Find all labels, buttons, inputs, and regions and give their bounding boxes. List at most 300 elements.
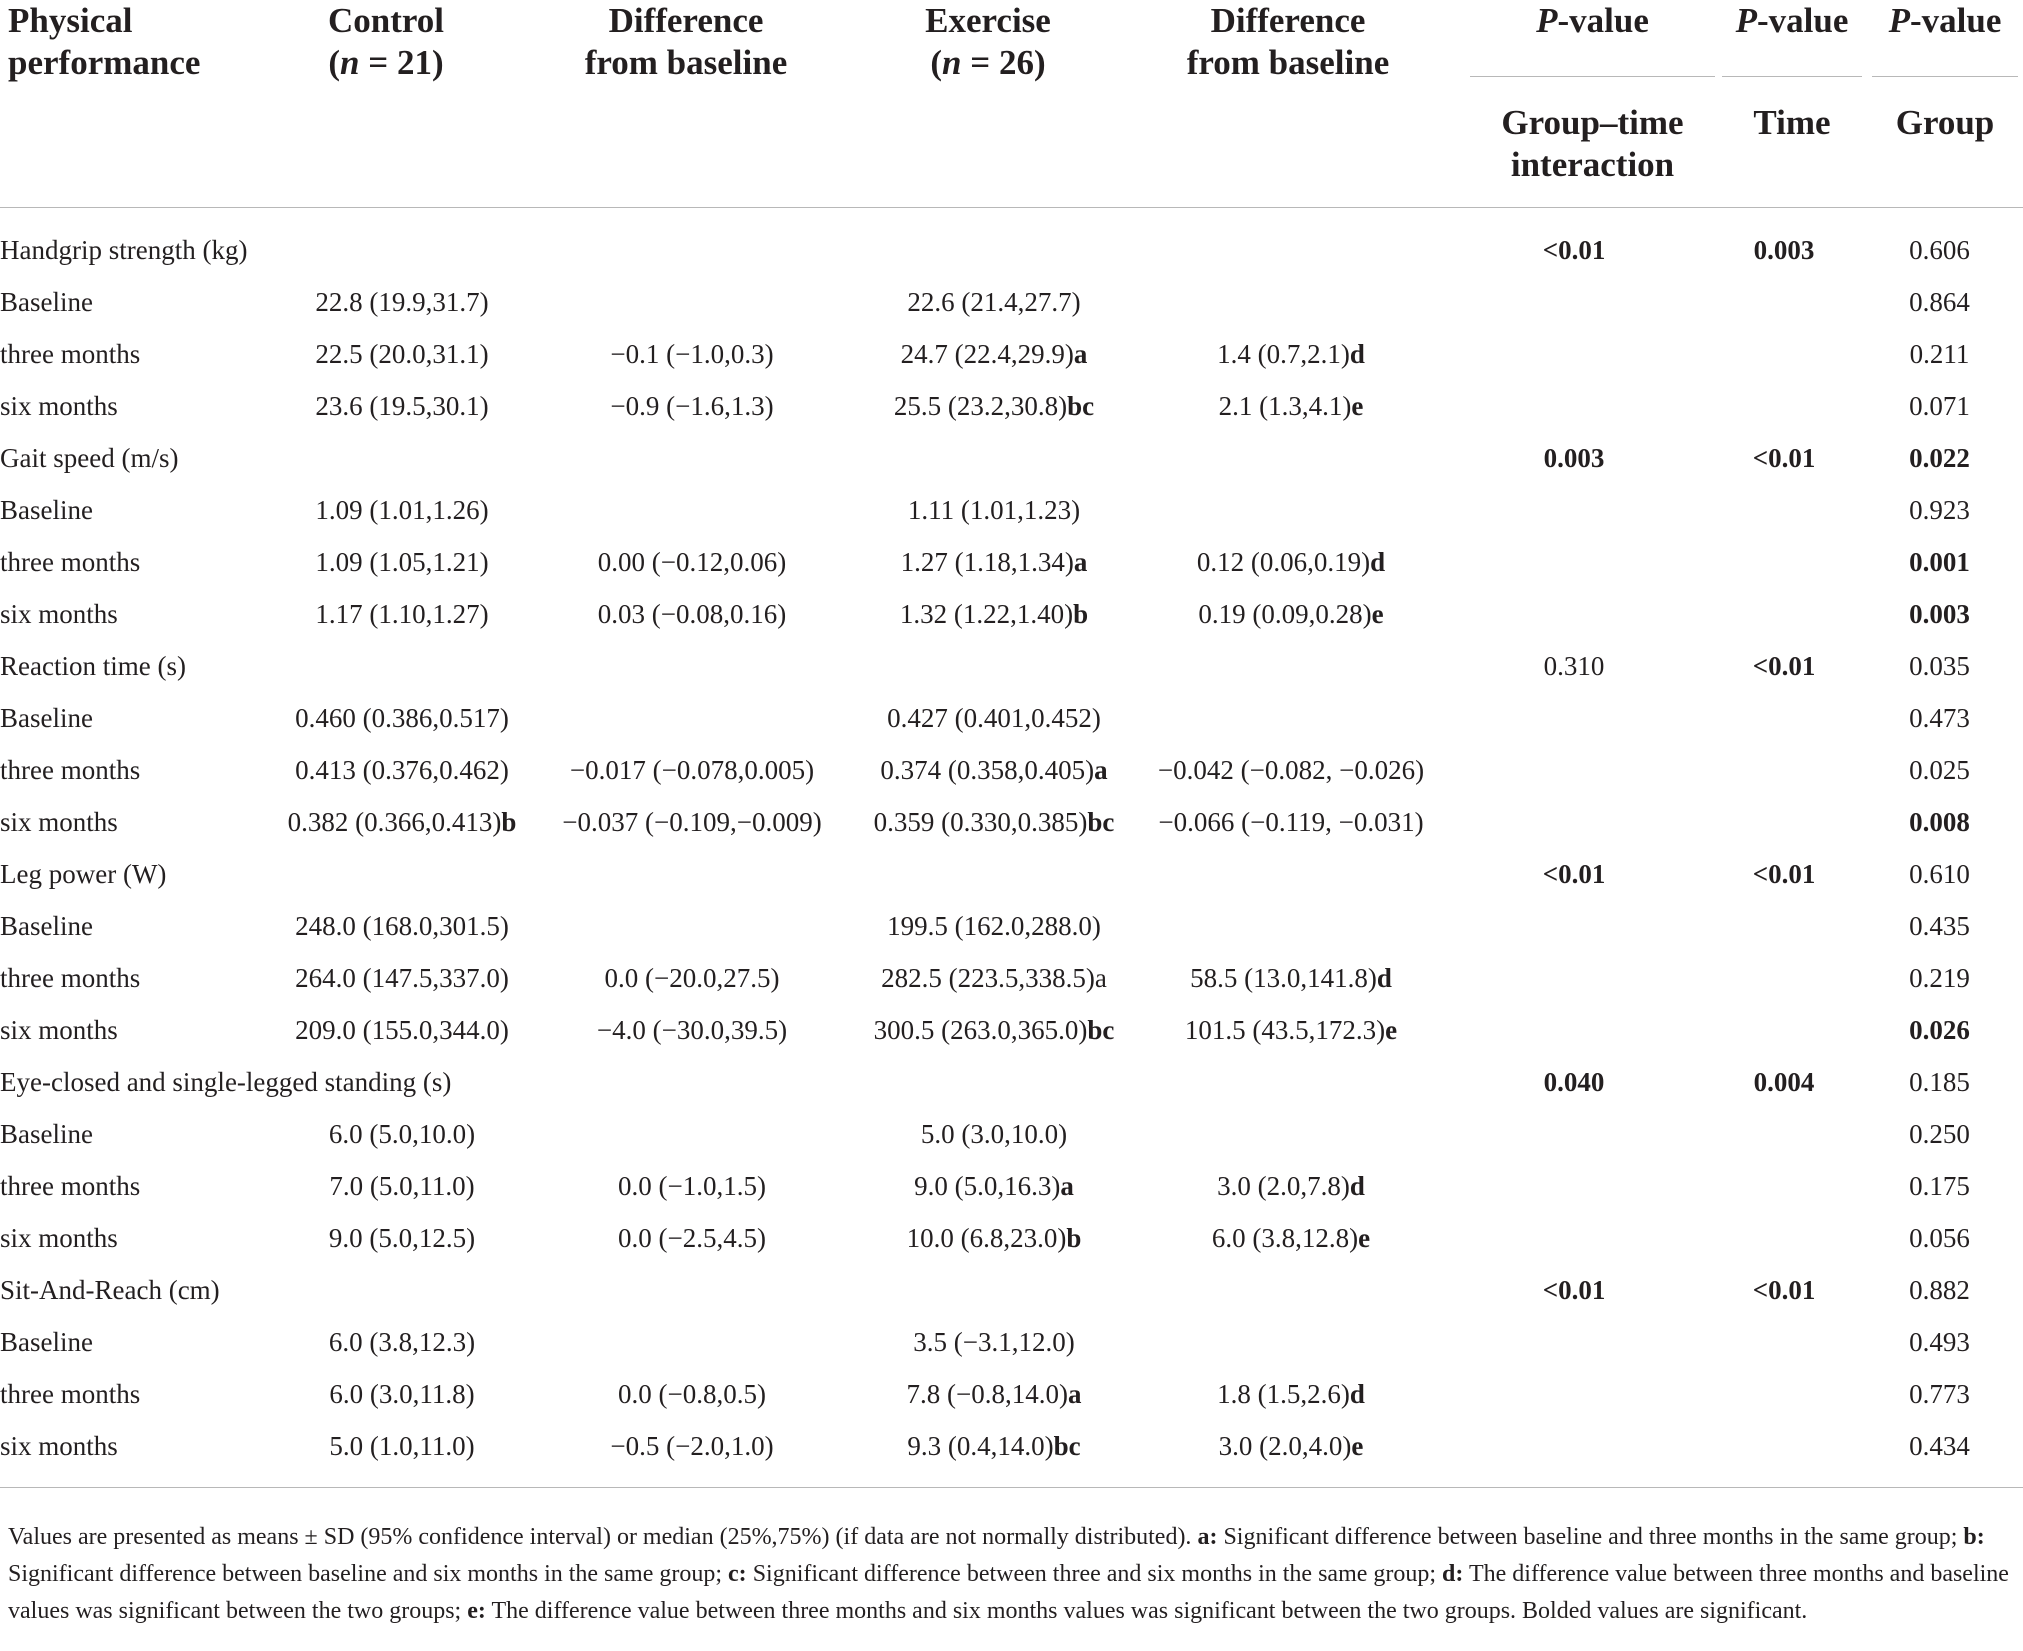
diff-exercise-mark: d bbox=[1349, 1170, 1365, 1201]
header-control bbox=[286, 0, 486, 84]
exercise-value bbox=[842, 1004, 1146, 1056]
control-value bbox=[262, 1368, 542, 1420]
table-row bbox=[0, 328, 2023, 380]
section-row bbox=[0, 224, 2023, 276]
control-value-value: 7.0 (5.0,11.0) bbox=[329, 1170, 475, 1201]
control-value bbox=[262, 1420, 542, 1472]
diff-control: 0.0 (−1.0,1.5) bbox=[618, 1170, 766, 1201]
header-line: interaction bbox=[1510, 145, 1675, 184]
exercise-value-value: 10.0 (6.8,23.0) bbox=[906, 1222, 1067, 1253]
table-row bbox=[0, 692, 2023, 744]
diff-control bbox=[542, 1316, 842, 1368]
diff-exercise-mark: d bbox=[1349, 1378, 1365, 1409]
exercise-value-mark: a bbox=[1067, 1378, 1082, 1409]
control-value-value: 209.0 (155.0,344.0) bbox=[295, 1014, 509, 1045]
diff-control: 0.00 (−0.12,0.06) bbox=[597, 546, 787, 577]
p-interaction bbox=[1436, 536, 1712, 588]
diff-exercise-mark: d bbox=[1370, 546, 1386, 577]
diff-exercise-value: 1.4 (0.7,2.1) bbox=[1217, 338, 1350, 369]
row-label: Baseline bbox=[0, 286, 93, 317]
section-row bbox=[0, 1056, 2023, 1108]
header-group bbox=[1872, 102, 2018, 144]
row-label: Handgrip strength (kg) bbox=[0, 234, 248, 265]
diff-exercise bbox=[1146, 1108, 1436, 1160]
control-value bbox=[262, 1160, 542, 1212]
diff-control bbox=[542, 692, 842, 744]
diff-exercise bbox=[1146, 744, 1436, 796]
footnote-text: The difference value between three months and six months values was significant between the two groups. Bolded values are significant. bbox=[485, 1598, 1808, 1624]
section-row bbox=[0, 1264, 2023, 1316]
exercise-value bbox=[842, 328, 1146, 380]
diff-control: −0.5 (−2.0,1.0) bbox=[610, 1430, 774, 1461]
p-group: 0.473 bbox=[1909, 702, 1970, 733]
table-row bbox=[0, 952, 2023, 1004]
control-value-value: 6.0 (3.0,11.8) bbox=[329, 1378, 475, 1409]
p-interaction bbox=[1436, 1368, 1712, 1420]
exercise-value-mark: a bbox=[1073, 338, 1088, 369]
control-value bbox=[262, 900, 542, 952]
exercise-value-value: 22.6 (21.4,27.7) bbox=[907, 286, 1081, 317]
diff-control bbox=[542, 1108, 842, 1160]
control-value-value: 1.17 (1.10,1.27) bbox=[315, 598, 489, 629]
exercise-value-mark: a bbox=[1094, 754, 1108, 785]
p-time bbox=[1712, 1212, 1856, 1264]
control-value-value: 6.0 (3.8,12.3) bbox=[328, 1326, 476, 1357]
p-time: <0.01 bbox=[1752, 442, 1816, 473]
p-interaction bbox=[1436, 328, 1712, 380]
table-row bbox=[0, 380, 2023, 432]
table-row bbox=[0, 484, 2023, 536]
p-time bbox=[1712, 952, 1856, 1004]
p-group: 0.026 bbox=[1909, 1014, 1970, 1045]
p-group: 0.025 bbox=[1909, 754, 1970, 785]
header-rule-interaction bbox=[1470, 76, 1715, 77]
diff-exercise-value: 101.5 (43.5,172.3) bbox=[1184, 1014, 1386, 1045]
table-row bbox=[0, 1316, 2023, 1368]
control-value bbox=[262, 1004, 542, 1056]
exercise-value-value: 5.0 (3.0,10.0) bbox=[920, 1118, 1068, 1149]
header-difference-from-baseline-control bbox=[566, 0, 806, 84]
p-interaction bbox=[1436, 484, 1712, 536]
p-interaction: 0.003 bbox=[1543, 442, 1605, 473]
diff-control: −0.017 (−0.078,0.005) bbox=[569, 754, 815, 785]
row-label: six months bbox=[0, 1430, 118, 1461]
footnote-text: Significant difference between three and six months in the same group; bbox=[746, 1561, 1443, 1587]
p-group: 0.185 bbox=[1909, 1066, 1970, 1097]
p-group: 0.219 bbox=[1909, 962, 1970, 993]
row-label: six months bbox=[0, 1014, 118, 1045]
control-value bbox=[262, 276, 542, 328]
diff-exercise-value: 1.8 (1.5,2.6) bbox=[1217, 1378, 1350, 1409]
exercise-value bbox=[842, 276, 1146, 328]
p-group: 0.435 bbox=[1909, 910, 1970, 941]
control-value-value: 0.382 (0.366,0.413) bbox=[287, 806, 502, 837]
diff-exercise bbox=[1146, 1368, 1436, 1420]
diff-control: −0.037 (−0.109,−0.009) bbox=[562, 806, 822, 837]
control-value bbox=[262, 952, 542, 1004]
control-value bbox=[262, 1108, 542, 1160]
control-value-value: 22.8 (19.9,31.7) bbox=[315, 286, 489, 317]
table-row bbox=[0, 1420, 2023, 1472]
footnote-text: Significant difference between baseline and three months in the same group; bbox=[1217, 1524, 1964, 1550]
row-label: three months bbox=[0, 962, 141, 993]
diff-exercise bbox=[1146, 1212, 1436, 1264]
diff-control bbox=[542, 484, 842, 536]
control-value-value: 1.09 (1.01,1.26) bbox=[315, 494, 489, 525]
diff-exercise-mark: e bbox=[1351, 390, 1364, 421]
diff-exercise-mark: e bbox=[1358, 1222, 1371, 1253]
header-time bbox=[1722, 102, 1862, 144]
p-time bbox=[1712, 1316, 1856, 1368]
p-interaction bbox=[1436, 952, 1712, 1004]
p-time: 0.004 bbox=[1753, 1066, 1815, 1097]
row-label: three months bbox=[0, 1378, 141, 1409]
control-value bbox=[262, 380, 542, 432]
control-value-value: 0.460 (0.386,0.517) bbox=[295, 702, 509, 733]
row-label: Reaction time (s) bbox=[0, 650, 186, 681]
p-time: <0.01 bbox=[1752, 650, 1816, 681]
p-interaction bbox=[1436, 276, 1712, 328]
p-interaction bbox=[1436, 744, 1712, 796]
footnote-key: b: bbox=[1963, 1524, 1985, 1550]
diff-exercise bbox=[1146, 1160, 1436, 1212]
p-group: 0.175 bbox=[1909, 1170, 1970, 1201]
diff-exercise bbox=[1146, 1420, 1436, 1472]
control-value-value: 1.09 (1.05,1.21) bbox=[315, 546, 489, 577]
table-row bbox=[0, 900, 2023, 952]
p-interaction: 0.310 bbox=[1543, 650, 1605, 681]
diff-exercise-mark: d bbox=[1376, 962, 1392, 993]
exercise-value-value: 3.5 (−3.1,12.0) bbox=[913, 1326, 1075, 1357]
header-pvalue-time: P-value bbox=[1735, 1, 1849, 40]
p-time bbox=[1712, 1420, 1856, 1472]
diff-control bbox=[542, 276, 842, 328]
exercise-value-value: 25.5 (23.2,30.8) bbox=[893, 390, 1068, 421]
exercise-value-value: 300.5 (263.0,365.0) bbox=[873, 1014, 1088, 1045]
control-value-value: 6.0 (5.0,10.0) bbox=[328, 1118, 476, 1149]
row-label: six months bbox=[0, 390, 118, 421]
row-label: Baseline bbox=[0, 494, 93, 525]
footnote-key: c: bbox=[728, 1561, 747, 1587]
diff-exercise-mark: e bbox=[1351, 1430, 1364, 1461]
p-group: 0.493 bbox=[1909, 1326, 1970, 1357]
p-group: 0.250 bbox=[1909, 1118, 1970, 1149]
header-exercise bbox=[888, 0, 1088, 84]
p-group: 0.773 bbox=[1909, 1378, 1970, 1409]
control-value bbox=[262, 796, 542, 848]
row-label: six months bbox=[0, 806, 118, 837]
footnote-key: e: bbox=[467, 1598, 486, 1624]
p-interaction bbox=[1436, 796, 1712, 848]
exercise-value-value: 9.0 (5.0,16.3) bbox=[914, 1170, 1061, 1201]
p-time bbox=[1712, 1368, 1856, 1420]
p-time bbox=[1712, 1160, 1856, 1212]
p-time bbox=[1712, 588, 1856, 640]
section-row bbox=[0, 432, 2023, 484]
control-value-value: 9.0 (5.0,12.5) bbox=[328, 1222, 476, 1253]
p-time bbox=[1712, 1108, 1856, 1160]
exercise-value bbox=[842, 900, 1146, 952]
control-value bbox=[262, 1212, 542, 1264]
diff-exercise bbox=[1146, 1004, 1436, 1056]
control-value bbox=[262, 588, 542, 640]
table-row bbox=[0, 1212, 2023, 1264]
p-time bbox=[1712, 796, 1856, 848]
p-interaction bbox=[1436, 1316, 1712, 1368]
exercise-value bbox=[842, 796, 1146, 848]
header-line: Group bbox=[1895, 103, 1995, 142]
exercise-value bbox=[842, 952, 1146, 1004]
exercise-value-value: 0.359 (0.330,0.385) bbox=[873, 806, 1088, 837]
p-time bbox=[1712, 900, 1856, 952]
diff-exercise-value: −0.042 (−0.082, −0.026) bbox=[1157, 754, 1425, 785]
exercise-value bbox=[842, 1160, 1146, 1212]
p-interaction bbox=[1436, 1004, 1712, 1056]
header-line: Difference bbox=[1210, 1, 1366, 40]
exercise-value-mark: bc bbox=[1067, 390, 1095, 421]
diff-exercise-value: 3.0 (2.0,4.0) bbox=[1218, 1430, 1352, 1461]
row-label: Sit-And-Reach (cm) bbox=[0, 1274, 220, 1305]
header-rule-time bbox=[1722, 76, 1862, 77]
table-row bbox=[0, 744, 2023, 796]
p-interaction bbox=[1436, 1108, 1712, 1160]
exercise-value-value: 7.8 (−0.8,14.0) bbox=[906, 1378, 1068, 1409]
diff-exercise bbox=[1146, 796, 1436, 848]
header-difference-from-baseline-exercise bbox=[1168, 0, 1408, 84]
p-time bbox=[1712, 536, 1856, 588]
diff-exercise-mark: e bbox=[1371, 598, 1384, 629]
table-row bbox=[0, 1368, 2023, 1420]
diff-control: −0.1 (−1.0,0.3) bbox=[610, 338, 774, 369]
row-label: three months bbox=[0, 754, 141, 785]
p-time bbox=[1712, 276, 1856, 328]
p-interaction bbox=[1436, 692, 1712, 744]
section-row bbox=[0, 848, 2023, 900]
p-interaction bbox=[1436, 380, 1712, 432]
p-time: <0.01 bbox=[1752, 1274, 1816, 1305]
control-value-value: 5.0 (1.0,11.0) bbox=[329, 1430, 475, 1461]
diff-exercise-value: 0.19 (0.09,0.28) bbox=[1198, 598, 1372, 629]
diff-exercise-value: 58.5 (13.0,141.8) bbox=[1190, 962, 1377, 993]
exercise-value-value: 1.27 (1.18,1.34) bbox=[900, 546, 1074, 577]
footnote-text: Values are presented as means ± SD (95% confidence interval) or median (25%,75%) (if data are not normally distributed). bbox=[8, 1524, 1198, 1550]
p-interaction: <0.01 bbox=[1542, 858, 1606, 889]
diff-exercise bbox=[1146, 484, 1436, 536]
header-line: Time bbox=[1753, 103, 1831, 142]
diff-exercise-value: −0.066 (−0.119, −0.031) bbox=[1158, 806, 1424, 837]
p-group: 0.056 bbox=[1909, 1222, 1970, 1253]
row-label: six months bbox=[0, 598, 118, 629]
p-interaction bbox=[1436, 1160, 1712, 1212]
p-group: 0.022 bbox=[1909, 442, 1970, 473]
p-group: 0.071 bbox=[1909, 390, 1970, 421]
control-value-mark: b bbox=[501, 806, 517, 837]
p-group: 0.864 bbox=[1909, 286, 1970, 317]
row-label: Baseline bbox=[0, 702, 93, 733]
header-line: Exercise bbox=[925, 1, 1051, 40]
table-header bbox=[0, 0, 2023, 210]
diff-exercise-mark: d bbox=[1349, 338, 1365, 369]
diff-exercise bbox=[1146, 328, 1436, 380]
exercise-value bbox=[842, 1420, 1146, 1472]
diff-exercise bbox=[1146, 900, 1436, 952]
header-line: from baseline bbox=[1186, 43, 1390, 82]
exercise-value-mark: bc bbox=[1053, 1430, 1081, 1461]
control-value bbox=[262, 744, 542, 796]
table-body bbox=[0, 224, 2023, 1472]
header-line: Physical bbox=[8, 1, 133, 40]
exercise-value-mark: b bbox=[1073, 598, 1089, 629]
table-row bbox=[0, 1108, 2023, 1160]
p-group: 0.211 bbox=[1909, 338, 1970, 369]
control-value-value: 248.0 (168.0,301.5) bbox=[295, 910, 509, 941]
diff-control: 0.0 (−2.5,4.5) bbox=[618, 1222, 766, 1253]
footnote-text: The difference value between three months and baseline values was significant between the two groups; bbox=[8, 1561, 2009, 1624]
p-interaction: 0.040 bbox=[1543, 1066, 1605, 1097]
control-value bbox=[262, 1316, 542, 1368]
diff-exercise-mark: e bbox=[1385, 1014, 1398, 1045]
row-label: Gait speed (m/s) bbox=[0, 442, 179, 473]
exercise-value bbox=[842, 1108, 1146, 1160]
p-time: 0.003 bbox=[1753, 234, 1815, 265]
exercise-value-mark: bc bbox=[1087, 1014, 1115, 1045]
p-time bbox=[1712, 484, 1856, 536]
diff-exercise bbox=[1146, 692, 1436, 744]
row-label: Baseline bbox=[0, 910, 93, 941]
header-line: Group–time bbox=[1501, 103, 1684, 142]
row-label: Baseline bbox=[0, 1118, 93, 1149]
exercise-value-value: 282.5 (223.5,338.5)a bbox=[881, 962, 1107, 993]
diff-exercise bbox=[1146, 588, 1436, 640]
p-interaction: <0.01 bbox=[1542, 1274, 1606, 1305]
header-line: Difference bbox=[608, 1, 764, 40]
exercise-value-value: 199.5 (162.0,288.0) bbox=[887, 910, 1101, 941]
footnote-text: Significant difference between baseline and six months in the same group; bbox=[8, 1561, 729, 1587]
p-group: 0.882 bbox=[1909, 1274, 1970, 1305]
p-group: 0.606 bbox=[1909, 234, 1970, 265]
p-interaction bbox=[1436, 588, 1712, 640]
diff-exercise bbox=[1146, 952, 1436, 1004]
row-label: Baseline bbox=[0, 1326, 93, 1357]
diff-control: −4.0 (−30.0,39.5) bbox=[596, 1014, 788, 1045]
header-n: (n = 21) bbox=[328, 43, 444, 82]
header-n: (n = 26) bbox=[930, 43, 1046, 82]
header-pvalue-group: P-value bbox=[1888, 1, 2002, 40]
exercise-value bbox=[842, 588, 1146, 640]
table-row bbox=[0, 1160, 2023, 1212]
p-interaction bbox=[1436, 1212, 1712, 1264]
header-physical-performance bbox=[8, 0, 200, 84]
table-row bbox=[0, 588, 2023, 640]
exercise-value-value: 24.7 (22.4,29.9) bbox=[900, 338, 1074, 369]
exercise-value bbox=[842, 536, 1146, 588]
exercise-value-value: 9.3 (0.4,14.0) bbox=[907, 1430, 1054, 1461]
diff-control: 0.0 (−0.8,0.5) bbox=[618, 1378, 766, 1409]
control-value bbox=[262, 536, 542, 588]
p-time bbox=[1712, 328, 1856, 380]
footnote-key: d: bbox=[1442, 1561, 1464, 1587]
diff-exercise bbox=[1146, 380, 1436, 432]
exercise-value bbox=[842, 484, 1146, 536]
diff-exercise-value: 3.0 (2.0,7.8) bbox=[1217, 1170, 1350, 1201]
header-line: performance bbox=[8, 43, 201, 82]
control-value bbox=[262, 692, 542, 744]
exercise-value-mark: bc bbox=[1087, 806, 1115, 837]
table-row bbox=[0, 796, 2023, 848]
table-row bbox=[0, 1004, 2023, 1056]
diff-exercise bbox=[1146, 536, 1436, 588]
p-time bbox=[1712, 1004, 1856, 1056]
exercise-value bbox=[842, 1212, 1146, 1264]
row-label: six months bbox=[0, 1222, 118, 1253]
p-group: 0.923 bbox=[1909, 494, 1970, 525]
control-value-value: 264.0 (147.5,337.0) bbox=[295, 962, 509, 993]
control-value bbox=[262, 328, 542, 380]
p-group: 0.434 bbox=[1909, 1430, 1970, 1461]
exercise-value-value: 0.427 (0.401,0.452) bbox=[887, 702, 1101, 733]
footnote bbox=[8, 1519, 2018, 1630]
p-time bbox=[1712, 692, 1856, 744]
exercise-value bbox=[842, 1316, 1146, 1368]
exercise-value-value: 1.11 (1.01,1.23) bbox=[907, 494, 1081, 525]
control-value-value: 22.5 (20.0,31.1) bbox=[315, 338, 489, 369]
exercise-value bbox=[842, 380, 1146, 432]
data-table bbox=[0, 224, 2023, 1472]
p-time: <0.01 bbox=[1752, 858, 1816, 889]
diff-control: −0.9 (−1.6,1.3) bbox=[610, 390, 774, 421]
control-value-value: 0.413 (0.376,0.462) bbox=[295, 754, 509, 785]
exercise-value bbox=[842, 1368, 1146, 1420]
p-interaction bbox=[1436, 900, 1712, 952]
row-label: Leg power (W) bbox=[0, 858, 167, 889]
diff-exercise-value: 0.12 (0.06,0.19) bbox=[1196, 546, 1371, 577]
header-line: Control bbox=[327, 1, 445, 40]
exercise-value-mark: a bbox=[1073, 546, 1088, 577]
p-time bbox=[1712, 744, 1856, 796]
header-rule-group bbox=[1872, 76, 2018, 77]
control-value-value: 23.6 (19.5,30.1) bbox=[315, 390, 489, 421]
p-group: 0.008 bbox=[1909, 806, 1970, 837]
diff-exercise-value: 6.0 (3.8,12.8) bbox=[1211, 1222, 1359, 1253]
p-time bbox=[1712, 380, 1856, 432]
exercise-value-value: 1.32 (1.22,1.40) bbox=[899, 598, 1074, 629]
p-group: 0.610 bbox=[1909, 858, 1970, 889]
p-group: 0.035 bbox=[1909, 650, 1970, 681]
diff-exercise bbox=[1146, 1316, 1436, 1368]
diff-control: 0.0 (−20.0,27.5) bbox=[604, 962, 780, 993]
table-row bbox=[0, 536, 2023, 588]
exercise-value-value: 0.374 (0.358,0.405) bbox=[880, 754, 1095, 785]
p-interaction bbox=[1436, 1420, 1712, 1472]
row-label: three months bbox=[0, 1170, 141, 1201]
section-row bbox=[0, 640, 2023, 692]
exercise-value-mark: a bbox=[1060, 1170, 1074, 1201]
p-interaction: <0.01 bbox=[1542, 234, 1606, 265]
exercise-value bbox=[842, 744, 1146, 796]
exercise-value-mark: b bbox=[1066, 1222, 1082, 1253]
diff-control bbox=[542, 900, 842, 952]
header-line: from baseline bbox=[584, 43, 788, 82]
diff-control: 0.03 (−0.08,0.16) bbox=[597, 598, 787, 629]
header-bottom-rule bbox=[0, 207, 2023, 208]
header-pvalue-interaction: P-value bbox=[1536, 1, 1649, 40]
control-value bbox=[262, 484, 542, 536]
diff-exercise-value: 2.1 (1.3,4.1) bbox=[1218, 390, 1352, 421]
header-group-time-interaction bbox=[1470, 102, 1715, 186]
p-group: 0.001 bbox=[1909, 546, 1970, 577]
footer-top-rule bbox=[0, 1487, 2023, 1488]
row-label: Eye-closed and single-legged standing (s) bbox=[0, 1066, 452, 1097]
